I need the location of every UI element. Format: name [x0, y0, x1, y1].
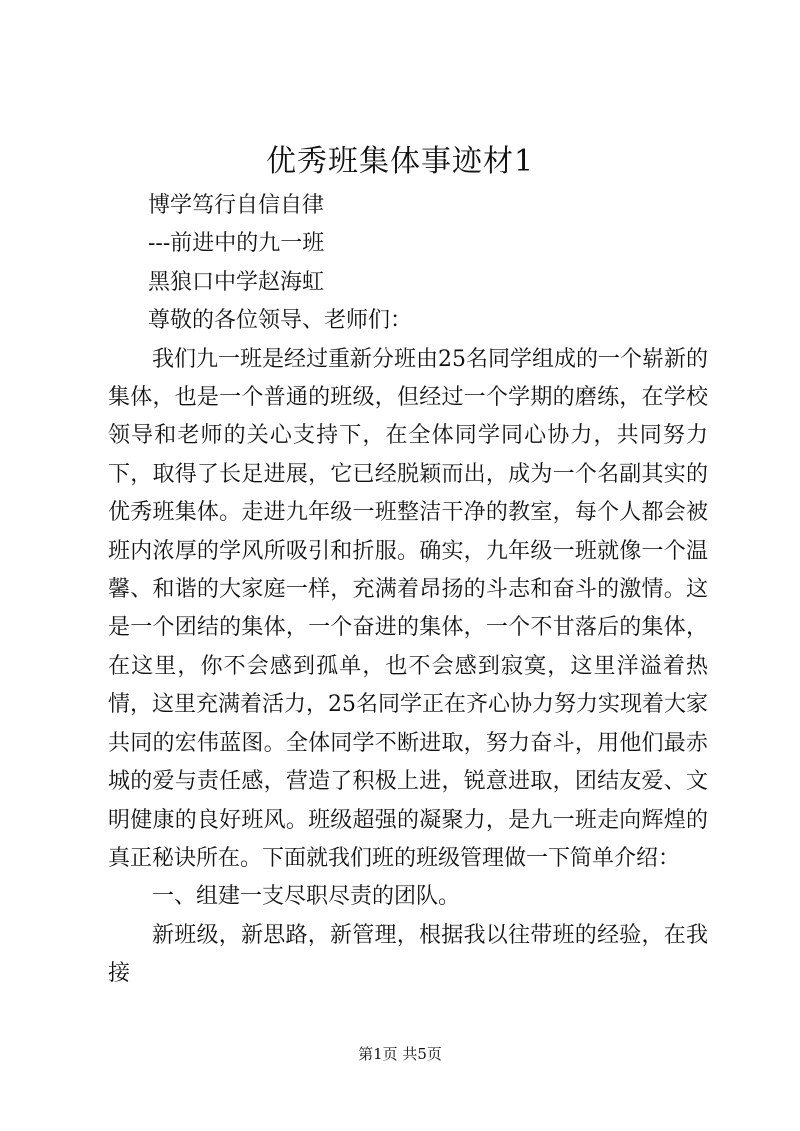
- motto-line: 博学笃行自信自律: [148, 193, 325, 218]
- author-line: 黑狼口中学赵海虹: [148, 269, 325, 295]
- class-subtitle: ---前进中的九一班: [148, 231, 325, 257]
- document-title: 优秀班集体事迹材1: [265, 144, 535, 179]
- section-heading: 一、组建一支尽职尽责的团队。: [152, 884, 461, 910]
- body-paragraph-section: 新班级，新思路，新管理，根据我以往带班的经验，在我接: [108, 922, 708, 987]
- salutation: 尊敬的各位领导、老师们：: [148, 308, 413, 334]
- document-body: [108, 187, 708, 994]
- page-number-footer: 第1页 共5页: [358, 1045, 442, 1063]
- body-paragraph-intro: 我们九一班是经过重新分班由25名同学组成的一个崭新的集体，也是一个普通的班级，但经过一个学期的磨练，在学校领导和老师的关心支持下，在全体同学同心协力，共同努力下，取得了长足进展，它已经脱颖而出，成为一个名副其实的优秀班集体。走进九年级一班整洁干净的教室，每个人都会被班内浓厚的学风所吸引和折服。确实，九年级一班就像一个温馨、和谐的大家庭一样，充满着昂扬的斗志和奋斗的激情。这是一个团结的集体，一个奋进的集体，一个不甘落后的集体，在这里，你不会感到孤单，也不会感到寂寞，这里洋溢着热情，这里充满着活力，25名同学正在齐心协力努力实现着大家共同的宏伟蓝图。全体同学不断进取，努力奋斗，用他们最赤城的爱与责任感，营造了积极上进，锐意进取，团结友爱、文明健康的良好班风。班级超强的凝聚力，是九一班走向辉煌的真正秘诀所在。下面就我们班的班级管理做一下简单介绍：: [108, 346, 708, 871]
